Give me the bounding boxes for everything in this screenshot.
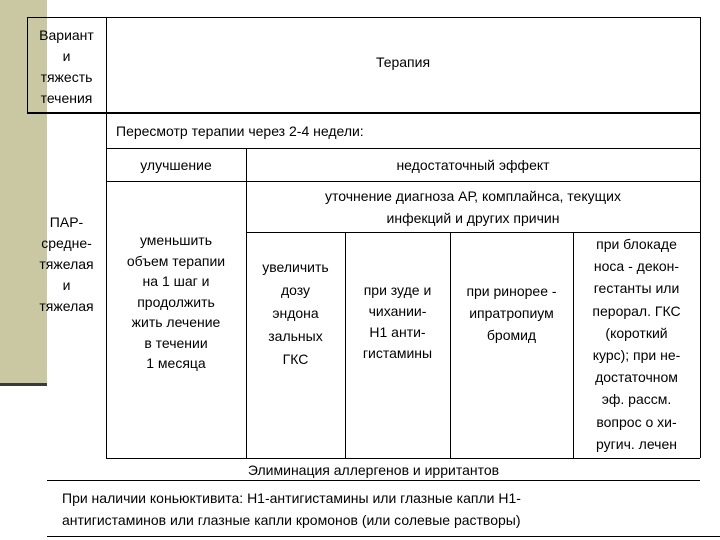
variant-header bbox=[27, 25, 106, 109]
rhinorrhea-line: при ринорее - bbox=[466, 283, 557, 299]
conjunctivitis-line: антигистаминов или глазные капли кромонов (или солевые растворы) bbox=[62, 512, 521, 528]
blockade-line: при блокаде bbox=[596, 236, 677, 252]
improvement-action-line: объем терапии bbox=[126, 252, 226, 269]
rhinorrhea-line: бромид bbox=[486, 327, 537, 343]
increase-dose-line: зальных bbox=[268, 328, 323, 344]
conjunctivitis-note bbox=[62, 487, 521, 531]
increase-dose-line: увеличить bbox=[262, 259, 329, 275]
itch-line: при зуде и bbox=[363, 282, 432, 298]
variant-header-line: тяжесть bbox=[40, 69, 93, 85]
variant-header-line: Вариант bbox=[39, 27, 94, 43]
improvement-action-line: на 1 шаг и bbox=[142, 273, 210, 289]
elimination-note: Элиминация аллергенов и ирритантов bbox=[247, 462, 500, 478]
review-note: Пересмотр терапии через 2-4 недели: bbox=[116, 123, 364, 139]
therapy-header: Терапия bbox=[375, 54, 431, 70]
improvement-action-line: в течении bbox=[144, 334, 208, 351]
itch-option bbox=[345, 280, 450, 364]
outcome-row-divider bbox=[106, 181, 700, 182]
increase-dose-line: ГКС bbox=[282, 351, 309, 367]
increase-dose-line: эндона bbox=[272, 305, 319, 321]
blockade-line: (короткий bbox=[605, 324, 668, 341]
variant-header-line: и bbox=[62, 48, 71, 64]
variant-header-line: течения bbox=[40, 90, 93, 106]
severity-label bbox=[27, 212, 106, 317]
clarification-note bbox=[246, 185, 700, 229]
clarification-line: уточнение диагноза АР, комплайнса, текущих bbox=[325, 188, 621, 204]
improvement-action-line: жить лечение bbox=[131, 314, 221, 330]
conjunctivitis-line: При наличии коньюктивита: Н1-антигистамины или глазные капли Н1- bbox=[62, 490, 521, 506]
improvement-action bbox=[106, 230, 246, 374]
increase-dose-line: дозу bbox=[280, 282, 311, 298]
rhinorrhea-option bbox=[450, 280, 573, 346]
improvement-action-line: продолжить bbox=[137, 293, 215, 310]
insufficient-effect-label: недостаточный эффект bbox=[396, 157, 550, 173]
itch-line: гистамины bbox=[362, 345, 433, 361]
itch-line: Н1 анти- bbox=[369, 324, 426, 340]
increase-dose-option bbox=[246, 256, 345, 371]
improvement-action-line: 1 месяца bbox=[146, 355, 206, 371]
table-top-border bbox=[27, 17, 700, 18]
blockade-line: гестанты или bbox=[593, 280, 680, 297]
blockade-line: носа - декон- bbox=[593, 258, 680, 275]
itch-line: чихании- bbox=[368, 303, 427, 319]
blockade-line: достаточном bbox=[595, 369, 678, 386]
review-row-divider bbox=[106, 148, 700, 149]
severity-line: ПАР- bbox=[49, 214, 84, 230]
nasal-blockade-option bbox=[573, 233, 700, 455]
severity-line: и bbox=[62, 277, 71, 293]
severity-line: тяжелая bbox=[39, 256, 94, 272]
blockade-line: ругич. лечен bbox=[596, 435, 677, 452]
header-row-divider bbox=[27, 112, 700, 114]
blockade-line: вопрос о хи- bbox=[596, 413, 677, 430]
blockade-line: эф. рассм. bbox=[601, 391, 672, 408]
severity-line: средне- bbox=[41, 235, 92, 251]
table-right-border bbox=[700, 17, 701, 458]
improvement-label: улучшение bbox=[140, 157, 212, 173]
blockade-line: курс); при не- bbox=[592, 347, 681, 364]
improvement-action-line: уменьшить bbox=[139, 232, 213, 248]
clarification-line: инфекций и других причин bbox=[386, 210, 560, 226]
left-decorative-rule bbox=[0, 383, 47, 386]
table-bottom-border bbox=[47, 536, 720, 537]
rhinorrhea-line: ипратропиум bbox=[469, 305, 554, 321]
severity-line: тяжелая bbox=[39, 298, 94, 314]
blockade-line: перорал. ГКС bbox=[592, 302, 681, 319]
